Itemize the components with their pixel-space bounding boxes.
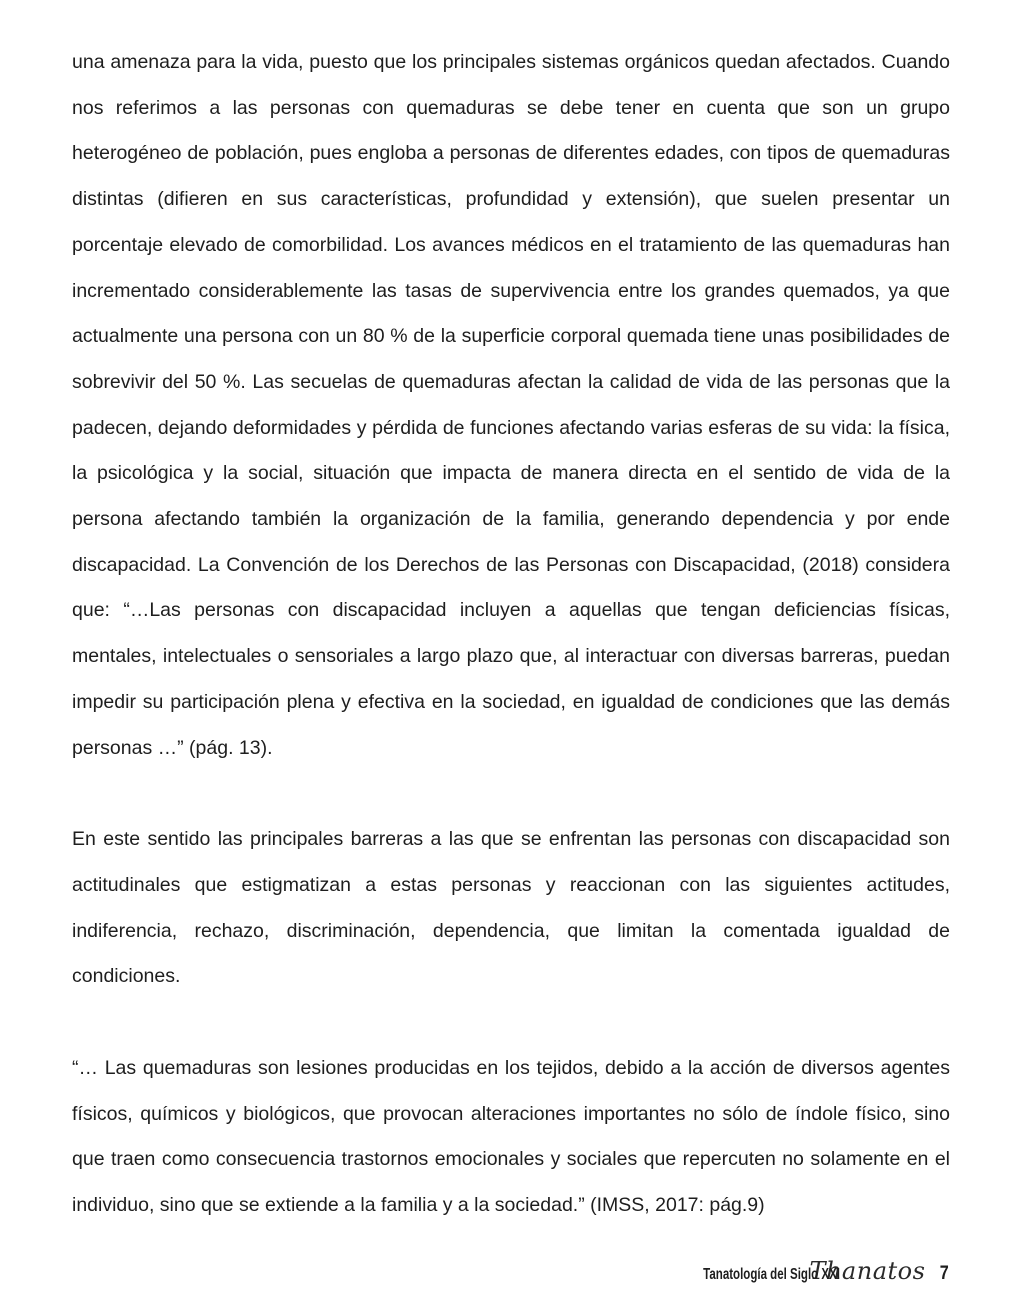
- page-footer: [650, 1257, 950, 1291]
- page-body: [72, 40, 950, 1229]
- page-number: 7: [940, 1263, 950, 1284]
- body-paragraph-2: En este sentido las principales barreras a las que se enfrentan las personas con discapacidad son actitudinales que estigmatizan a estas personas y reaccionan con las siguientes actitudes, indiferencia, rechazo, discriminación, dependencia, que limitan la comentada igualdad de condiciones.: [72, 828, 950, 988]
- body-paragraph-1: una amenaza para la vida, puesto que los principales sistemas orgánicos quedan afectados. Cuando nos referimos a las personas con quemaduras se debe tener en cuenta que son un grupo heterogéneo de población, pues engloba a personas de diferentes edades, con tipos de quemaduras distintas (difieren en sus características, profundidad y extensión), que suelen presentar un porcentaje elevado de comorbilidad. Los avances médicos en el tratamiento de las quemaduras han incrementado considerablemente las tasas de supervivencia entre los grandes quemados, ya que actualmente una persona con un 80 % de la superficie corporal quemada tiene unas posibilidades de sobrevivir del 50 %. Las secuelas de quemaduras afectan la calidad de vida de las personas que la padecen, dejando deformidades y pérdida de funciones afectando varias esferas de su vida: la física, la psicológica y la social, situación que impacta de manera directa en el sentido de vida de la persona afectando también la organización de la familia, generando dependencia y por ende discapacidad. La Convención de los Derechos de las Personas con Discapacidad, (2018) considera que: “…Las personas con discapacidad incluyen a aquellas que tengan deficiencias físicas, mentales, intelectuales o sensoriales a largo plazo que, al interactuar con diversas barreras, puedan impedir su participación plena y efectiva en la sociedad, en igualdad de condiciones que las demás personas …” (pág. 13).: [72, 51, 950, 759]
- footer-logo: Thanatos: [809, 1257, 926, 1285]
- footer-series-title: Tanatología del Siglo XXI: [702, 1266, 840, 1283]
- body-paragraph-3: “… Las quemaduras son lesiones producidas en los tejidos, debido a la acción de diversos agentes físicos, químicos y biológicos, que provocan alteraciones importantes no sólo de índole físico, sino que traen como consecuencia trastornos emocionales y sociales que repercuten no solamente en el individuo, sino que se extiende a la familia y a la sociedad.” (IMSS, 2017: pág.9): [72, 1057, 950, 1217]
